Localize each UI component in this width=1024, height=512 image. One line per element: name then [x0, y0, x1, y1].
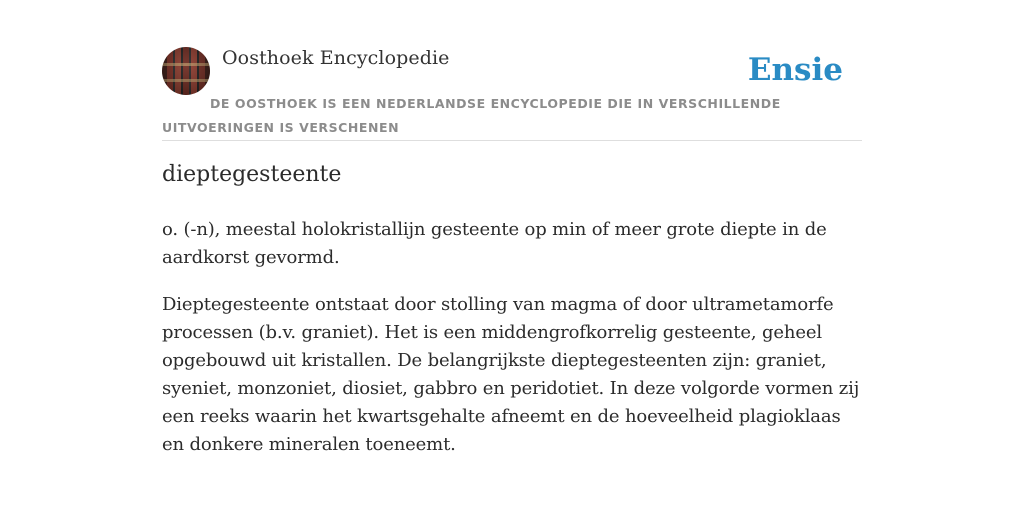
source-header: [162, 40, 862, 141]
article-paragraph-description: Dieptegesteente ontstaat door stolling van magma of door ultrametamorfe processen (b.v. graniet). Het is een middengrofkorrelig gesteente, geheel opgebouwd uit kristallen. De belangrijkste dieptegesteenten zijn: graniet, syeniet, monzoniet, diosiet, gabbro en peridotiet. In deze volgorde vormen zij een reeks waarin het kwartsgehalte afneemt en de hoeveelheid plagioklaas en donkere mineralen toeneemt.: [162, 294, 860, 455]
brand-logo-link[interactable]: Ensie: [747, 52, 843, 88]
source-name-link[interactable]: Oosthoek Encyclopedie: [222, 47, 450, 69]
avatar-shade: [162, 47, 210, 95]
source-avatar[interactable]: [162, 47, 210, 95]
source-tagline: DE OOSTHOEK IS EEN NEDERLANDSE ENCYCLOPEDIE DIE IN VERSCHILLENDE UITVOERINGEN IS VERSCHENEN: [162, 96, 781, 135]
article-title: dieptegesteente: [162, 162, 342, 187]
source-header-card: [162, 40, 862, 141]
article-paragraph-definition: o. (-n), meestal holokristallijn gesteente op min of meer grote diepte in de aardkorst gevormd.: [162, 219, 827, 268]
